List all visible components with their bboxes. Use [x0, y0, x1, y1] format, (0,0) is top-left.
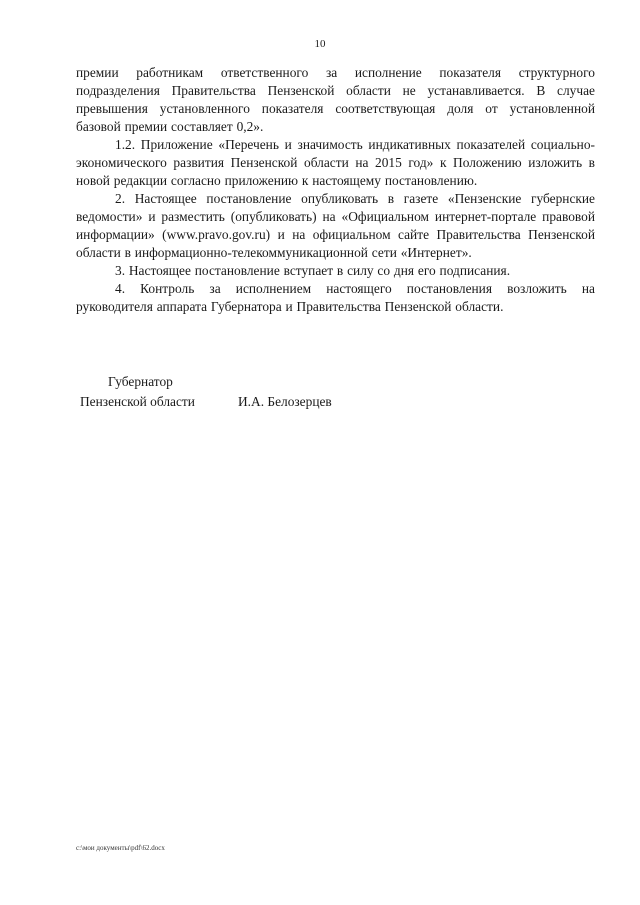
paragraph-item-4: 4. Контроль за исполнением настоящего постановления возложить на руководителя аппарата Губернатора и Правительства Пензенской области.: [76, 281, 595, 314]
paragraph-item-3: 3. Настоящее постановление вступает в силу со дня его подписания.: [115, 263, 511, 278]
paragraph-item-2: 2. Настоящее постановление опубликовать в газете «Пензенские губернские ведомости» и разместить (опубликовать) на «Официальном интернет-портале правовой информации» (www.pravo.gov.ru) и на официальном сайте Правительства Пензенской области в информационно-телекоммуникационной сети «Интернет».: [76, 191, 595, 260]
footer-file-path: c:\мои документы\pdf\62.docx: [76, 844, 165, 852]
signatory-region: Пензенской области: [80, 394, 195, 409]
document-body: [76, 64, 595, 316]
signatory-title: Губернатор: [108, 374, 173, 389]
page-number: 10: [314, 38, 326, 50]
signatory-name: И.А. Белозерцев: [238, 394, 332, 409]
paragraph-item-1-2: 1.2. Приложение «Перечень и значимость индикативных показателей социально-экономического развития Пензенской области на 2015 год» к Положению изложить в новой редакции согласно приложению к настоящему постановлению.: [76, 137, 595, 188]
paragraph-continuation: премии работникам ответственного за исполнение показателя структурного подразделения Правительства Пензенской области не устанавливается. В случае превышения установленного показателя соответствующая доля от установленной базовой премии составляет 0,2».: [76, 65, 595, 134]
